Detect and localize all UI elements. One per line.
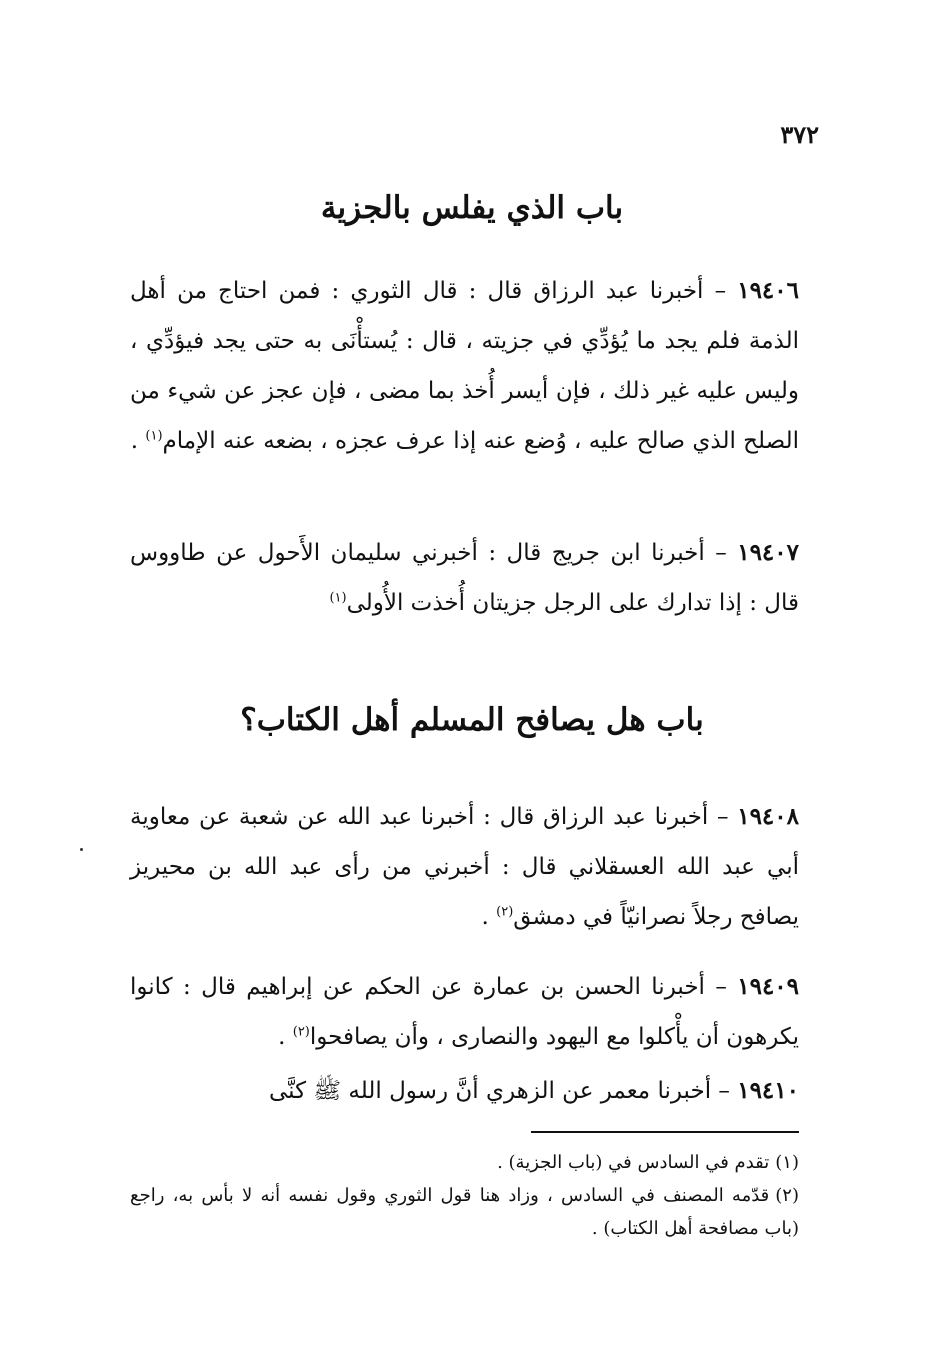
hadith-paragraph xyxy=(130,1066,799,1116)
paragraph-end: . xyxy=(481,904,497,930)
hadith-text: أخبرنا عبد الرزاق قال : قال الثوري : فمن احتاج من أهل الذمة فلم يجد ما يُؤدِّي في جزيته ، قال : يُستأْنَى به حتى يجد فيؤدِّي ، وليس عليه غير ذلك ، فإن أيسر أُخذ بما مضى ، فإن عجز عن شيء من الصلح الذي صالح عليه ، وُضع عنه إذا عرف عجزه ، بضعه عنه الإمام xyxy=(130,278,799,454)
footnote-divider xyxy=(531,1131,799,1133)
footnote-ref: (٢) xyxy=(292,1024,310,1040)
footnote-item xyxy=(130,1146,799,1179)
section-heading-handshake: باب هل يصافح المسلم أهل الكتاب؟ xyxy=(240,702,704,738)
page-number: ٣٧٢ xyxy=(780,120,819,149)
hadith-paragraph xyxy=(130,962,799,1062)
hadith-paragraph xyxy=(130,266,799,466)
hadith-number: ١٩٤٠٨ xyxy=(737,803,799,830)
footnotes xyxy=(130,1146,799,1245)
hadith-text: أخبرنا عبد الرزاق قال : أخبرنا عبد الله عن شعبة عن معاوية أبي عبد الله العسقلاني قال : أخبرني من رأى عبد الله بن محيريز يصافح رجلاً نصرانيّاً في دمشق xyxy=(130,804,799,930)
hadith-number: ١٩٤٠٩ xyxy=(737,973,800,1000)
paragraph-end: . xyxy=(130,428,146,454)
footnote-ref: (٢) xyxy=(496,904,514,920)
footnote-text: قدّمه المصنف في السادس ، وزاد هنا قول الثوري وقول نفسه أنه لا بأس به، راجع (باب مصافحة أهل الكتاب) . xyxy=(130,1185,799,1239)
footnote-marker: (٢) xyxy=(775,1185,799,1206)
footnote-ref: (١) xyxy=(329,590,347,606)
paragraph-end: . xyxy=(278,1024,293,1050)
hadith-text: أخبرنا ابن جريج قال : أخبرني سليمان الأَحول عن طاووس قال : إذا تدارك على الرجل جزيتان أُخذت الأُولى xyxy=(130,540,799,616)
dash: – xyxy=(703,278,738,304)
hadith-number: ١٩٤١٠ xyxy=(737,1077,799,1104)
dash: – xyxy=(711,1078,738,1104)
footnote-ref: (١) xyxy=(145,428,163,444)
hadith-text: أخبرنا الحسن بن عمارة عن الحكم عن إبراهيم قال : كانوا يكرهون أن يأْكلوا مع اليهود والنصارى ، وأن يصافحوا xyxy=(130,974,799,1050)
footnote-item xyxy=(130,1179,799,1245)
hadith-paragraph xyxy=(130,792,799,942)
footnote-marker: (١) xyxy=(775,1152,799,1173)
dash: – xyxy=(708,804,738,830)
hadith-number: ١٩٤٠٦ xyxy=(737,277,799,304)
dash: – xyxy=(704,540,738,566)
hadith-text: أخبرنا معمر عن الزهري أنَّ رسول الله ﷺ كنَّى xyxy=(268,1078,712,1104)
footnote-text: تقدم في السادس في (باب الجزية) . xyxy=(497,1152,770,1173)
section-heading-jizya: باب الذي يفلس بالجزية xyxy=(320,190,624,226)
hadith-paragraph xyxy=(130,528,799,628)
dash: – xyxy=(704,974,738,1000)
scan-speck xyxy=(80,848,83,851)
hadith-number: ١٩٤٠٧ xyxy=(737,539,799,566)
